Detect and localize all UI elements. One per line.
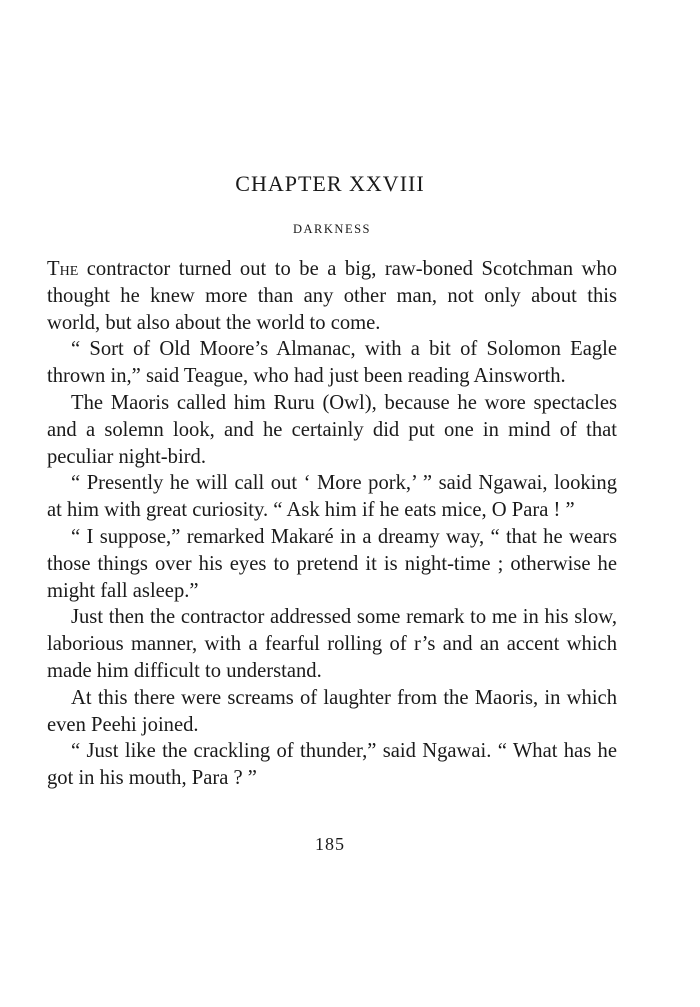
- paragraph: “ I suppose,” remarked Makaré in a dreamy way, “ that he wears those things over his eyes to pretend it is night-time ; otherwise he might fall asleep.”: [47, 525, 617, 602]
- chapter-title: CHAPTER XXVIII: [235, 171, 425, 196]
- opening-word: The: [47, 258, 79, 280]
- chapter-subtitle: DARKNESS: [293, 222, 371, 236]
- paragraph-text: contractor turned out to be a big, raw-boned Scotchman who thought he knew more than any other man, not only about this world, but also about the world to come.: [47, 258, 617, 334]
- paragraph: At this there were screams of laughter from the Maoris, in which even Peehi joined.: [47, 686, 617, 736]
- paragraph: [47, 256, 617, 336]
- body-text: [47, 256, 617, 792]
- paragraph: The Maoris called him Ruru (Owl), because he wore spectacles and a solemn look, and he certainly did put one in mind of that peculiar night-bird.: [47, 391, 617, 468]
- paragraph: “ Presently he will call out ‘ More pork,’ ” said Ngawai, looking at him with great curiosity. “ Ask him if he eats mice, O Para ! ”: [47, 472, 617, 522]
- paragraph: Just then the contractor addressed some remark to me in his slow, laborious manner, with a fearful rolling of r’s and an accent which made him difficult to understand.: [47, 606, 617, 682]
- page-number: 185: [315, 834, 345, 854]
- paragraph: “ Sort of Old Moore’s Almanac, with a bit of Solomon Eagle thrown in,” said Teague, who had just been reading Ainsworth.: [47, 338, 617, 388]
- paragraph: “ Just like the crackling of thunder,” said Ngawai. “ What has he got in his mouth, Para ? ”: [47, 740, 617, 790]
